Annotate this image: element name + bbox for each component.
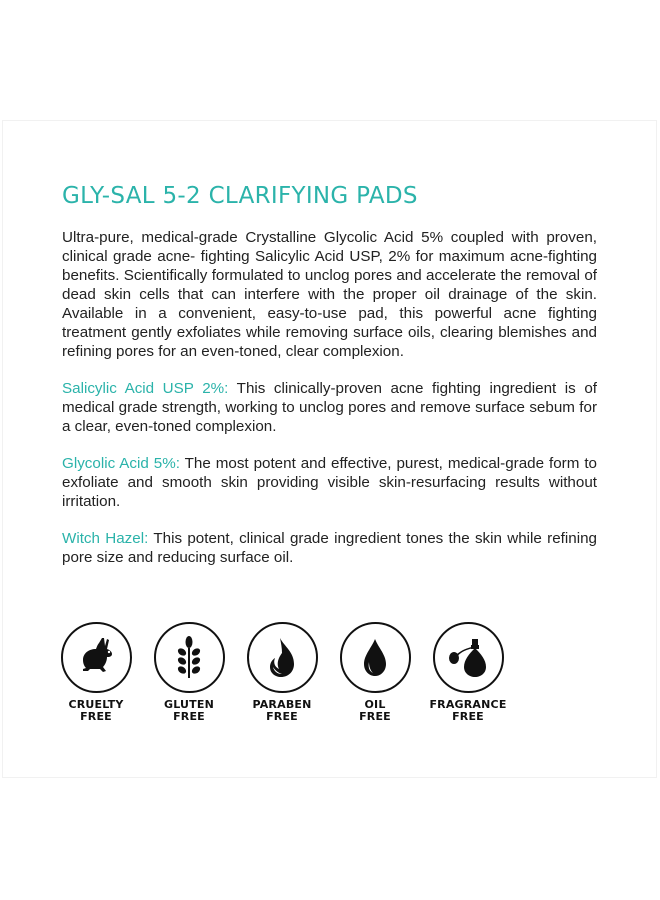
ingredient-witch-hazel [62,529,597,567]
ingredient-name: Witch Hazel: [62,530,149,547]
ingredient-text: The most potent and effective, purest, medical-grade form to exfoliate and smooth skin providing visible skin-resurfacing results without irritation. [62,455,598,510]
product-content [62,182,597,567]
badge-label: GLUTEN FREE [163,698,214,723]
ingredient-text: This clinically-proven acne fighting ingredient is of medical grade strength, working to unclog pores and remove surface sebum for a clear, even-toned complexion. [62,380,597,435]
badge-label: CRUELTY FREE [68,698,124,723]
badge-circle [433,622,504,693]
badge-fragrance-free [418,622,518,722]
badge-oil-free [325,622,425,722]
badge-gluten-free [139,622,239,722]
ingredient-name: Glycolic Acid 5%: [62,455,180,472]
badge-label: PARABEN FREE [252,698,312,723]
badge-circle [340,622,411,693]
badge-circle [247,622,318,693]
flame-drop-icon [258,634,306,682]
badge-circle [61,622,132,693]
ingredient-salicylic-acid [62,379,597,436]
badge-label: FRAGRANCE FREE [429,698,507,723]
ingredient-name: Salicylic Acid USP 2%: [62,380,229,397]
badge-cruelty-free [46,622,146,722]
oil-drop-icon [351,634,399,682]
wheat-icon [165,634,213,682]
free-from-badges [46,622,526,732]
rabbit-icon [72,634,120,682]
product-description: Ultra-pure, medical-grade Crystalline Glycolic Acid 5% coupled with proven, clinical grade acne- fighting Salicylic Acid USP, 2% for maximum acne-fighting benefits. Scientifically formulated to unclog pores and accelerate the removal of dead skin cells that can interfere with the proper oil drainage of the skin. Available in a convenient, easy-to-use pad, this powerful acne fighting treatment gently exfoliates while removing surface oils, clearing blemishes and refining pores for an even-toned, clear complexion. [62,229,597,360]
badge-paraben-free [232,622,332,722]
badge-label: OIL FREE [359,698,391,723]
product-title: GLY-SAL 5-2 CLARIFYING PADS [62,183,418,209]
badge-circle [154,622,225,693]
ingredient-glycolic-acid [62,454,597,511]
ingredient-text: This potent, clinical grade ingredient tones the skin while refining pore size and reducing surface oil. [62,530,597,566]
perfume-bottle-icon [444,634,492,682]
